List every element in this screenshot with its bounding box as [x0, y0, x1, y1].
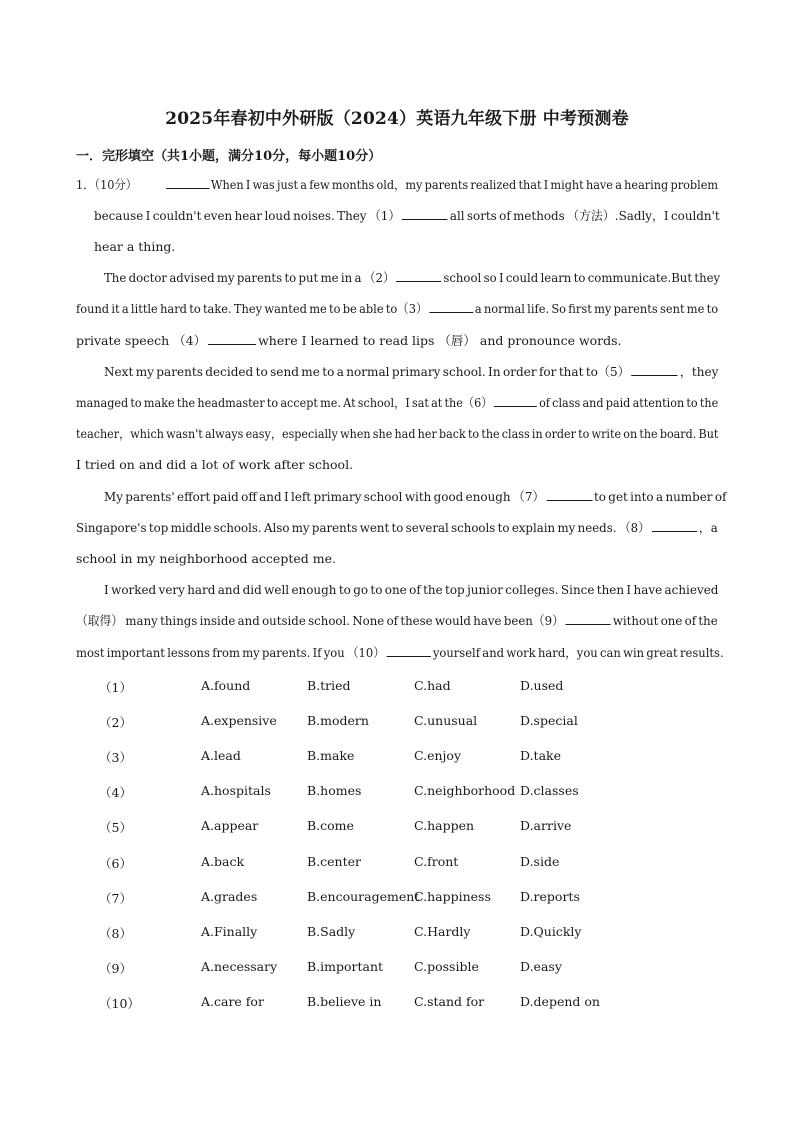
passage-text: without one of the — [612, 613, 718, 628]
passage-line — [76, 613, 718, 629]
option-a[interactable]: A.grades — [201, 889, 258, 904]
passage-text: private speech （4） — [76, 333, 207, 348]
option-row — [0, 924, 794, 942]
passage-line — [76, 426, 719, 442]
option-row — [0, 818, 794, 836]
question-number: （3） — [99, 750, 132, 765]
option-b[interactable]: B.tried — [307, 678, 351, 693]
option-a[interactable]: A.care for — [201, 994, 264, 1009]
passage-text: where I learned to read lips （唇） and pronounce words. — [258, 333, 622, 348]
question-number: （9） — [99, 961, 132, 976]
option-d[interactable]: D.used — [520, 678, 564, 693]
option-d[interactable]: D.classes — [520, 783, 579, 798]
option-c[interactable]: C.enjoy — [414, 748, 462, 763]
passage-text: managed to make the headmaster to accept me. At school，I sat at the（6） — [76, 395, 493, 410]
passage-text: of class and paid attention to the — [539, 395, 719, 410]
passage-line — [76, 645, 724, 661]
passage-text: My parents' effort paid off and I left primary school with good enough （7） — [104, 489, 545, 504]
passage-text: hear a thing. — [94, 239, 176, 254]
passage-line — [104, 364, 719, 380]
passage-text: school so I could learn to communicate.But they — [443, 270, 721, 285]
option-b[interactable]: B.Sadly — [307, 924, 356, 939]
option-d[interactable]: D.arrive — [520, 818, 572, 833]
passage-text: to get into a number of — [593, 489, 727, 504]
answer-blank[interactable] — [402, 208, 448, 220]
question-number: （8） — [99, 926, 132, 941]
passage-line — [104, 270, 721, 286]
answer-blank[interactable] — [546, 489, 592, 501]
passage-line — [76, 301, 719, 317]
passage-text: all sorts of methods （方法）.Sadly，I couldn't — [449, 208, 720, 223]
passage-line — [76, 333, 622, 349]
option-c[interactable]: C.happiness — [414, 889, 491, 904]
option-c[interactable]: C.unusual — [414, 713, 478, 728]
option-d[interactable]: D.take — [520, 748, 561, 763]
passage-line — [76, 520, 718, 536]
passage-text: yourself and work hard，you can win great results. — [432, 645, 724, 660]
option-d[interactable]: D.easy — [520, 959, 562, 974]
passage-text: （取得） many things inside and outside school. None of these would have been（9） — [76, 613, 564, 628]
option-a[interactable]: A.appear — [201, 818, 259, 833]
passage-line — [76, 551, 336, 567]
option-a[interactable]: A.lead — [201, 748, 241, 763]
question-number: （1） — [99, 680, 132, 695]
passage-line — [104, 582, 719, 598]
passage-text: Next my parents decided to send me to a normal primary school. In order for that to（5） — [104, 364, 630, 379]
passage-text: a normal life. So first my parents sent me to — [474, 301, 719, 316]
passage-text: most important lessons from my parents. If you （10） — [76, 645, 385, 660]
option-a[interactable]: A.Finally — [201, 924, 258, 939]
passage-text: ，a — [698, 520, 718, 535]
answer-blank[interactable] — [566, 613, 611, 625]
passage-line — [76, 395, 719, 411]
option-row — [0, 889, 794, 907]
answer-blank[interactable] — [208, 333, 256, 345]
page-title: 2025年春初中外研版（2024）英语九年级下册 中考预测卷 — [165, 109, 629, 129]
option-c[interactable]: C.had — [414, 678, 451, 693]
option-b[interactable]: B.center — [307, 854, 362, 869]
answer-blank[interactable] — [387, 645, 431, 657]
option-row — [0, 959, 794, 977]
question-number: （6） — [99, 856, 132, 871]
option-c[interactable]: C.happen — [414, 818, 475, 833]
question-number: （2） — [99, 715, 132, 730]
option-a[interactable]: A.found — [201, 678, 251, 693]
answer-blank[interactable] — [429, 301, 473, 313]
answer-blank[interactable] — [166, 177, 209, 189]
option-row — [0, 713, 794, 731]
option-c[interactable]: C.possible — [414, 959, 479, 974]
option-b[interactable]: B.important — [307, 959, 384, 974]
passage-text: ，they — [679, 364, 719, 379]
passage-text: because I couldn't even hear loud noises. They （1） — [94, 208, 401, 223]
passage-text: teacher，which wasn't always easy，especially when she had her back to the class in order to write on the board. But — [76, 426, 719, 441]
passage-line — [94, 239, 175, 255]
option-b[interactable]: B.modern — [307, 713, 369, 728]
option-a[interactable]: A.back — [201, 854, 245, 869]
question-number: （5） — [99, 820, 132, 835]
option-b[interactable]: B.believe in — [307, 994, 382, 1009]
question-number: （10） — [99, 996, 140, 1011]
section-heading: 一．完形填空（共1小题，满分10分，每小题10分） — [76, 149, 382, 164]
option-a[interactable]: A.necessary — [201, 959, 278, 974]
answer-blank[interactable] — [632, 364, 678, 376]
option-row — [0, 678, 794, 696]
passage-text: I worked very hard and did well enough to go to one of the top junior colleges. Since then I have achieved — [104, 582, 719, 597]
option-d[interactable]: D.side — [520, 854, 560, 869]
passage-text: 1．（10分） — [76, 177, 137, 192]
option-b[interactable]: B.come — [307, 818, 354, 833]
option-c[interactable]: C.stand for — [414, 994, 485, 1009]
option-b[interactable]: B.homes — [307, 783, 362, 798]
answer-blank[interactable] — [397, 270, 442, 282]
option-c[interactable]: C.neighborhood — [414, 783, 516, 798]
option-d[interactable]: D.Quickly — [520, 924, 582, 939]
option-d[interactable]: D.special — [520, 713, 578, 728]
option-row — [0, 994, 794, 1012]
option-c[interactable]: C.front — [414, 854, 459, 869]
passage-line — [104, 489, 727, 505]
passage-text: I tried on and did a lot of work after school. — [76, 457, 354, 472]
option-a[interactable]: A.hospitals — [201, 783, 271, 798]
question-number: （4） — [99, 785, 132, 800]
passage-text: When I was just a few months old，my parents realized that I might have a hearing problem — [210, 177, 719, 192]
passage-text: school in my neighborhood accepted me. — [76, 551, 336, 566]
option-row — [0, 783, 794, 801]
option-row — [0, 854, 794, 872]
option-d[interactable]: D.depend on — [520, 994, 600, 1009]
passage-line — [76, 457, 353, 473]
option-row — [0, 748, 794, 766]
option-d[interactable]: D.reports — [520, 889, 580, 904]
passage-text: The doctor advised my parents to put me in a （2） — [104, 270, 395, 285]
passage-line — [76, 177, 719, 193]
passage-line — [94, 208, 720, 224]
option-b[interactable]: B.make — [307, 748, 355, 763]
option-c[interactable]: C.Hardly — [414, 924, 471, 939]
question-number: （7） — [99, 891, 132, 906]
answer-blank[interactable] — [494, 395, 537, 407]
passage-text: found it a little hard to take. They wanted me to be able to（3） — [76, 301, 428, 316]
passage-text: Singapore's top middle schools. Also my parents went to several schools to explain my needs. （8） — [76, 520, 650, 535]
answer-blank[interactable] — [652, 520, 697, 532]
option-b[interactable]: B.encouragement — [307, 889, 420, 904]
option-a[interactable]: A.expensive — [201, 713, 277, 728]
